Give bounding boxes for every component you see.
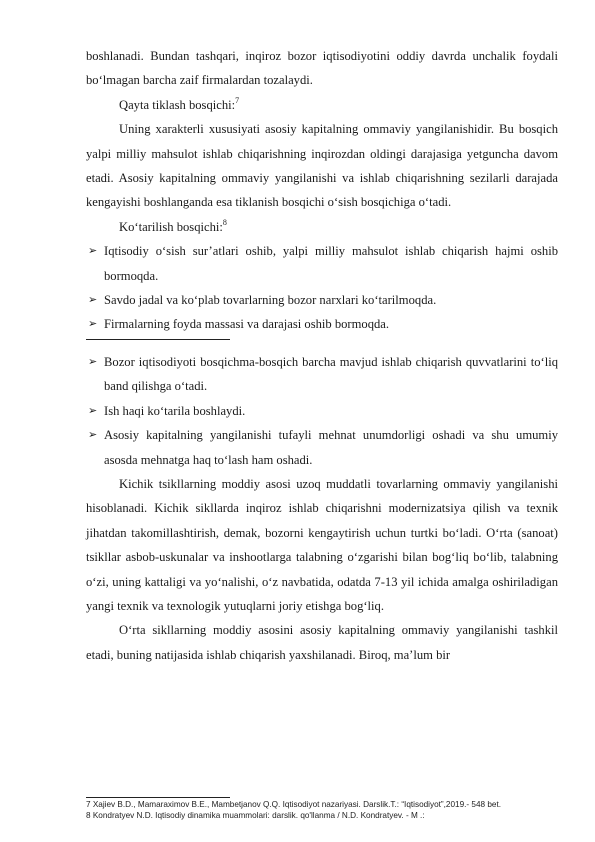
heading-rise-text: Ko‘tarilish bosqichi:: [119, 219, 223, 234]
heading-recovery-text: Qayta tiklash bosqichi:: [119, 97, 236, 112]
footnote-ref-7[interactable]: 7: [235, 95, 240, 105]
footnote-divider: [86, 797, 230, 798]
list-item: [86, 312, 558, 336]
paragraph-small-cycles: Kichik tsikllarning moddiy asosi uzoq muddatli tovarlarning ommaviy yangilanishi hisoblanadi. Kichik sikllarda inqiroz ishlab chiqarishni modernizatsiya qilish va texnik jihatdan takomillashtirish, demak, bozorni kengaytirish uchun turtki bo‘ladi. O‘rta (sanoat) tsikllar asbob-uskunalar va inshootlarga talabning o‘zgarishi bilan bog‘liq bo‘lib, talabning o‘zi, uning kattaligi va yo‘nalishi, o‘z navbatida, odatda 7-13 yil ichida amalga oshiriladigan yangi texnik va texnologik yutuqlarni joriy etishga bog‘liq.: [86, 476, 558, 613]
footnotes: [86, 799, 558, 821]
paragraph-intro: boshlanadi. Bundan tashqari, inqiroz bozor iqtisodiyotini oddiy davrda unchalik foydali bo‘lmagan barcha zaif firmalardan tozalaydi.: [86, 49, 558, 88]
list-item-text: Ish haqi ko‘tarila boshlaydi.: [104, 403, 246, 418]
list-item-text: Iqtisodiy o‘sish sur’atlari oshib, yalpi milliy mahsulot ishlab chiqarish hajmi oshib bormoqda.: [104, 244, 558, 283]
section-divider: [86, 339, 230, 340]
arrow-bullet-icon: ➢: [88, 403, 98, 417]
list-item: [86, 423, 558, 472]
arrow-bullet-icon: ➢: [88, 354, 98, 368]
list-item-text: Asosiy kapitalning yangilanishi tufayli mehnat unumdorligi oshadi va shu umumiy asosda mehnatga haq to‘lash ham oshadi.: [104, 428, 558, 467]
list-item-text: Savdo jadal va ko‘plab tovarlarning bozor narxlari ko‘tarilmoqda.: [104, 293, 437, 308]
paragraph-recovery: Uning xarakterli xususiyati asosiy kapitalning ommaviy yangilanishidir. Bu bosqich yalpi milliy mahsulot ishlab chiqarishning inqirozdan oldingi darajasiga yetguncha davom etadi. Asosiy kapitalning ommaviy yangilanishi va ishlab chiqarishning sezilarli darajada kengayishi boshlanganda esa tiklanish bosqichi o‘sish bosqichiga o‘tadi.: [86, 122, 558, 210]
list-item: [86, 350, 558, 399]
list-item: [86, 399, 558, 423]
arrow-bullet-icon: ➢: [88, 428, 98, 442]
list-item: [86, 239, 558, 288]
list-item: [86, 288, 558, 312]
page-body: [86, 44, 558, 667]
heading-rise-phase: [86, 215, 558, 239]
arrow-bullet-icon: ➢: [88, 317, 98, 331]
footnote-8: 8 Kondratyev N.D. Iqtisodiy dinamika muammolari: darslik. qo'llanma / N.D. Kondratyev. - M .:: [86, 811, 425, 820]
arrow-bullet-icon: ➢: [88, 293, 98, 307]
heading-recovery-phase: [86, 93, 558, 117]
footnote-7: 7 Xajiev B.D., Mamaraximov B.E., Mambetjanov Q.Q. Iqtisodiyot nazariyasi. Darslik.T.: “Iqtisodiyot”,2019.- 548 bet.: [86, 800, 501, 809]
paragraph-medium-cycles: O‘rta sikllarning moddiy asosini asosiy kapitalning ommaviy yangilanishi tashkil etadi, buning natijasida ishlab chiqarish yaxshilanadi. Biroq, ma’lum bir: [86, 623, 558, 662]
footnote-ref-8[interactable]: 8: [222, 217, 227, 227]
list-item-text: Firmalarning foyda massasi va darajasi oshib bormoqda.: [104, 317, 390, 332]
arrow-bullet-icon: ➢: [88, 244, 98, 258]
list-item-text: Bozor iqtisodiyoti bosqichma-bosqich barcha mavjud ishlab chiqarish quvvatlarini to‘liq band qilishga o‘tadi.: [104, 354, 558, 394]
